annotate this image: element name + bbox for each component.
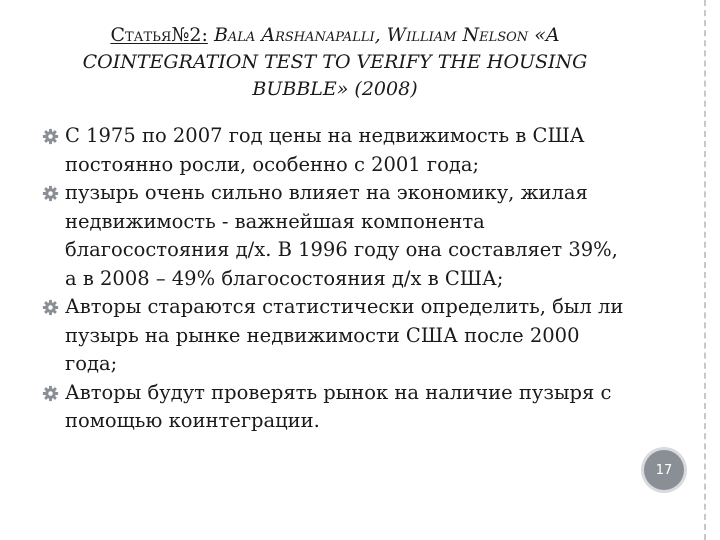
title-prefix: Статья№2:	[110, 24, 208, 46]
title-line-3: BUBBLE» (2008)	[252, 78, 418, 100]
bullet-item	[42, 122, 632, 179]
bullet-item	[42, 179, 632, 293]
bullet-list	[42, 122, 632, 436]
right-border-rule	[704, 0, 706, 540]
gear-icon	[42, 299, 59, 316]
bullet-text: Авторы будут проверять рынок на наличие пузыря с помощью коинтеграции.	[65, 380, 612, 432]
gear-icon	[42, 128, 59, 145]
bullet-text: С 1975 по 2007 год цены на недвижимость в США постоянно росли, особенно с 2001 года;	[65, 124, 585, 176]
gear-icon	[42, 185, 59, 202]
gear-icon	[42, 385, 59, 402]
title-authors: Bala Arshanapalli, William Nelson «A	[213, 24, 560, 46]
title-line-2: COINTEGRATION TEST TO VERIFY THE HOUSING	[82, 51, 588, 73]
bullet-item	[42, 293, 632, 379]
page-number-badge: 17	[644, 450, 684, 490]
bullet-item	[42, 379, 632, 436]
bullet-text: пузырь очень сильно влияет на экономику, жилая недвижимость - важнейшая компонента благосостояния д/х. В 1996 году она составляет 39%, а в 2008 – 49% благосостояния д/х в США;	[65, 181, 618, 290]
slide-title	[30, 22, 640, 103]
bullet-text: Авторы стараются статистически определить, был ли пузырь на рынке недвижимости США после 2000 года;	[65, 295, 624, 375]
title-line-1	[30, 22, 640, 49]
